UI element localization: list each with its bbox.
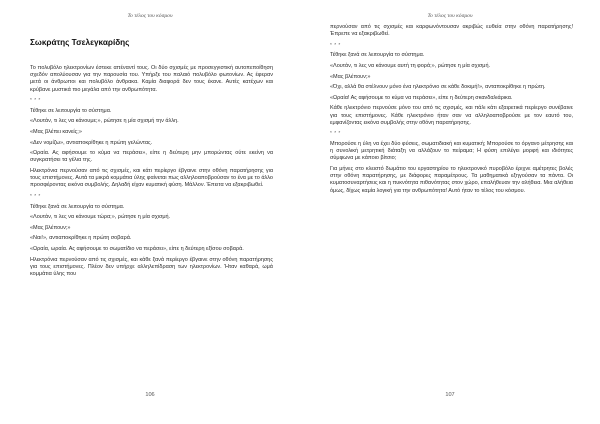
paragraph: περνούσαν από τις σχισμές και καρφωνόντουσαν ακριβώς ευθεία στην οθόνη παρατήρησης! Έπρεπε να εξακριβωθεί. <box>330 24 573 38</box>
paragraph: «Μας βλέπει κανείς;» <box>30 128 82 135</box>
paragraph: «Μας βλέπουν;» <box>30 224 71 231</box>
page-number-left: 106 <box>145 392 155 398</box>
paragraph: «Όχι, αλλά θα στέλνουν μόνο ένα ηλεκτρόνιο σε κάθε δοκιμή!», ανταποκρίθηκε η πρώτη. <box>330 84 546 91</box>
paragraph: «Δεν νομίζω», αντιαποκρίθηκε η πρώτη γελώντας. <box>30 139 153 146</box>
paragraph: «Μας βλέπουν;» <box>330 73 371 80</box>
paragraph: Τέθηκε ξανά σε λειτουργία το σύστημα. <box>330 52 425 59</box>
paragraph: Το πολυβόλο ηλεκτρονίων έστεκε απέναντί τους. Οι δύο σχισμές με προσεγγιστική αυτοπεποίθηση σχεδόν απολύουσαν για την παρουσία του. Υπήρξε του παλαιό πολυβόλο φωτονίων. Ας έφεραν μετά οι άνθρωποι και πολυβόλο άνθρακα. Καμία διαφορά δεν τους έκανε. Αυτές κατέχων και κρύβανε μυστικά πιο μεγάλα από την ανθρωπότητα. <box>30 65 273 93</box>
section-separator: * * * <box>330 42 341 48</box>
paragraph: Για μήνες στο κλειστό δωμάτιο του εργαστηρίου το ηλεκτρονικό πυροβόλο έριχνε αμέτρητες βολές στην οθόνη παρατήρησης, με διάφορες παραμέτρους. Τα μαθηματικά εξηγούσαν τα πάντα. Οι κυματοσυναρτήσεις και η πυκνότητα πιθανότητας στον χώρο, επαλήθευαν την αλήθεια. Μια αλήθεια όμως, δίχως καμία λογική για την ανθρωπότητα! Αυτό ήταν το τέλος του κόσμου. <box>330 165 573 194</box>
running-head-right: Το τέλος του κόσμου <box>427 13 473 19</box>
running-head-left: Το τέλος του κόσμου <box>127 13 173 19</box>
paragraph: «Λουτάν, τι λες να κάνουμε;», ρώτησε η μία σχισμή την άλλη. <box>30 118 179 125</box>
right-page-body <box>330 24 573 198</box>
paragraph: «Ωραία, ωραία. Ας αφήσουμε το σωματίδιο να περάσει», είπε η δεύτερη εξίσου σοβαρά. <box>30 245 244 252</box>
paragraph: «Ωραία. Ας αφήσουμε το κύμα να περάσει», είπε η δεύτερη μην μπορώντας ούτε εκείνη να συγκρατήσει τα γέλια της. <box>30 150 273 164</box>
section-separator: * * * <box>30 98 41 104</box>
paragraph: Ηλεκτρόνια περνούσαν από τις σχισμές, και κάθε ξανά περίεργο έβγαινε στην οθόνη παρατήρησης για τους επιστήμονες. Πλέον δεν υπήρχε αλληλεπίδραση των ηλεκτρονίων. Ήταν καθαρά, ωμά κομμάτια ύλης που <box>30 256 273 277</box>
paragraph: Τέθηκε σε λειτουργία το σύστημα. <box>30 107 112 114</box>
paragraph: Ηλεκτρόνια περνούσαν από τις σχισμές, και κάτι περίεργο έβγαινε στην οθόνη παρατήρησης για τους επιστήμονες. Αυτά τα μικρά κομμάτια ύλης φαίνεται πως αλληλοαποβρούσαν το ένα με το άλλο προσφέροντας εικόνα συμβολής. Δηλαδή είχαν κυματική φύση. Μάλλον. Έπειτα να εξακριβωθεί. <box>30 167 273 189</box>
paragraph: Κάθε ηλεκτρόνιο περνούσε μόνο του από τις σχισμές, και πάλι κάτι εξαιρετικά περίεργο συνέβαινε για τους επιστήμονες. Κάθε ηλεκτρόνιο ήταν σαν να αλληλοαποβρούσε με τον εαυτό του, εμφανίζοντας εικόνα συμβολής στην οθόνη παρατήρησης. <box>330 105 573 126</box>
paragraph: «Λουτάν, τι λες να κάνουμε αυτή τη φορά;», ρώτησε η μία σχισμή. <box>330 62 491 69</box>
section-separator: * * * <box>30 193 41 199</box>
right-page <box>300 0 600 424</box>
paragraph: Τέθηκε ξανά σε λειτουργία το σύστημα. <box>30 203 125 210</box>
page-number-right: 107 <box>445 392 455 398</box>
section-separator: * * * <box>330 131 341 137</box>
paragraph: «Ωραία! Ας αφήσουμε το κύμα να περάσει», είπε η δεύτερη σκανδαλιάρικα. <box>330 94 513 101</box>
paragraph: «Λουτάν, τι λες να κάνουμε τώρα;», ρώτησε η μία σχισμή. <box>30 214 171 221</box>
left-page-body <box>30 38 273 282</box>
author-name: Σωκράτης Τσελεγκαρίδης <box>30 38 130 47</box>
paragraph: Μπορούσε η ύλη να έχει δύο φύσεις, σωματιδιακή και κυματική; Μπορούσε το όργανο μέτρησης και η συνολική μετρητική διάταξη να αλλάζουν το πείραμα; Η φύση επιλέγει μορφή και ιδιότητες σύμφωνα με κάποιο βίτσιο; <box>330 140 573 162</box>
paragraph: «Ναι!», αντιαποκρίθηκε η πρώτη σοβαρά. <box>30 235 132 242</box>
